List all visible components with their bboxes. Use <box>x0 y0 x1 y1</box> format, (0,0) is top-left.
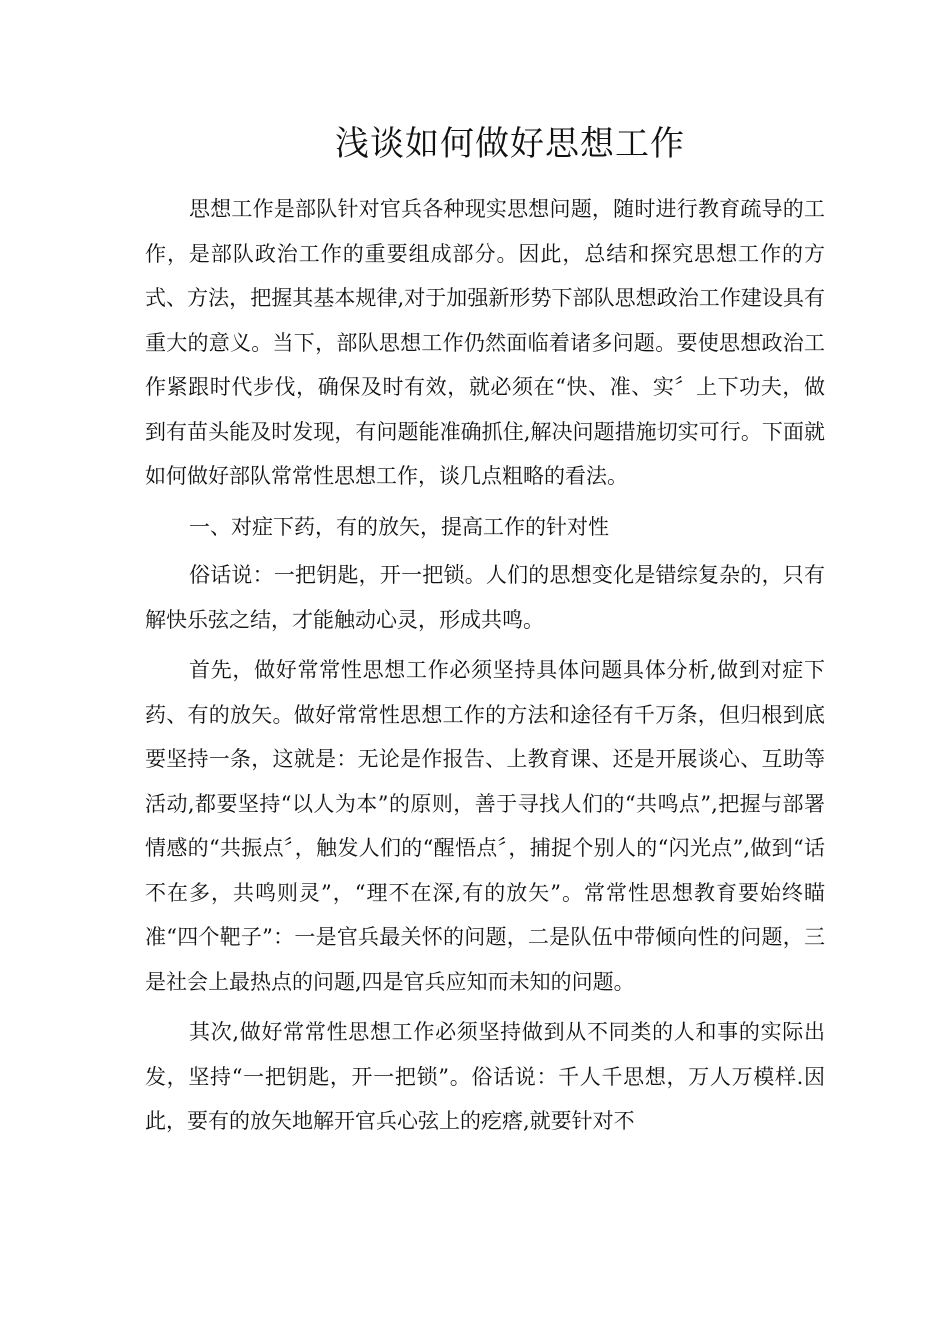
paragraph-second: 其次,做好常常性思想工作必须坚持做到从不同类的人和事的实际出发，坚持“一把钥匙，开一把锁”。俗话说：千人千思想，万人万模样.因此，要有的放矢地解开官兵心弦上的疙瘩,就要针对不 <box>145 1020 825 1133</box>
section-heading-1: 一、对症下药，有的放矢，提高工作的针对性 <box>189 514 609 539</box>
paragraph-proverb: 俗话说：一把钥匙，开一把锁。人们的思想变化是错综复杂的，只有解快乐弦之结，才能触动心灵，形成共鸣。 <box>145 563 825 632</box>
paragraph-intro: 思想工作是部队针对官兵各种现实思想问题，随时进行教育疏导的工作，是部队政治工作的重要组成部分。因此，总结和探究思想工作的方式、方法，把握其基本规律,对于加强新形势下部队思想政治工作建设具有重大的意义。当下，部队思想工作仍然面临着诸多问题。要使思想政治工作紧跟时代步伐，确保及时有效，就必须在“快、准、实〞上下功夫，做到有苗头能及时发现，有问题能准确抓住,解决问题措施切实可行。下面就如何做好部队常常性思想工作，谈几点粗略的看法。 <box>145 197 825 488</box>
paragraph-first: 首先，做好常常性思想工作必须坚持具体问题具体分析,做到对症下药、有的放矢。做好常常性思想工作的方法和途径有千万条，但归根到底要坚持一条，这就是：无论是作报告、上教育课、还是开展谈心、互助等活动,都要坚持“以人为本”的原则，善于寻找人们的“共鸣点”,把握与部署情感的“共振点〞，触发人们的“醒悟点〞，捕捉个别人的“闪光点”,做到“话不在多，共鸣则灵”，“理不在深,有的放矢”。常常性思想教育要始终瞄准“四个靶子”：一是官兵最关怀的问题，二是队伍中带倾向性的问题，三是社会上最热点的问题,四是官兵应知而未知的问题。 <box>145 658 825 994</box>
document-title: 浅谈如何做好思想工作 <box>335 124 685 164</box>
document-body <box>145 187 825 1150</box>
